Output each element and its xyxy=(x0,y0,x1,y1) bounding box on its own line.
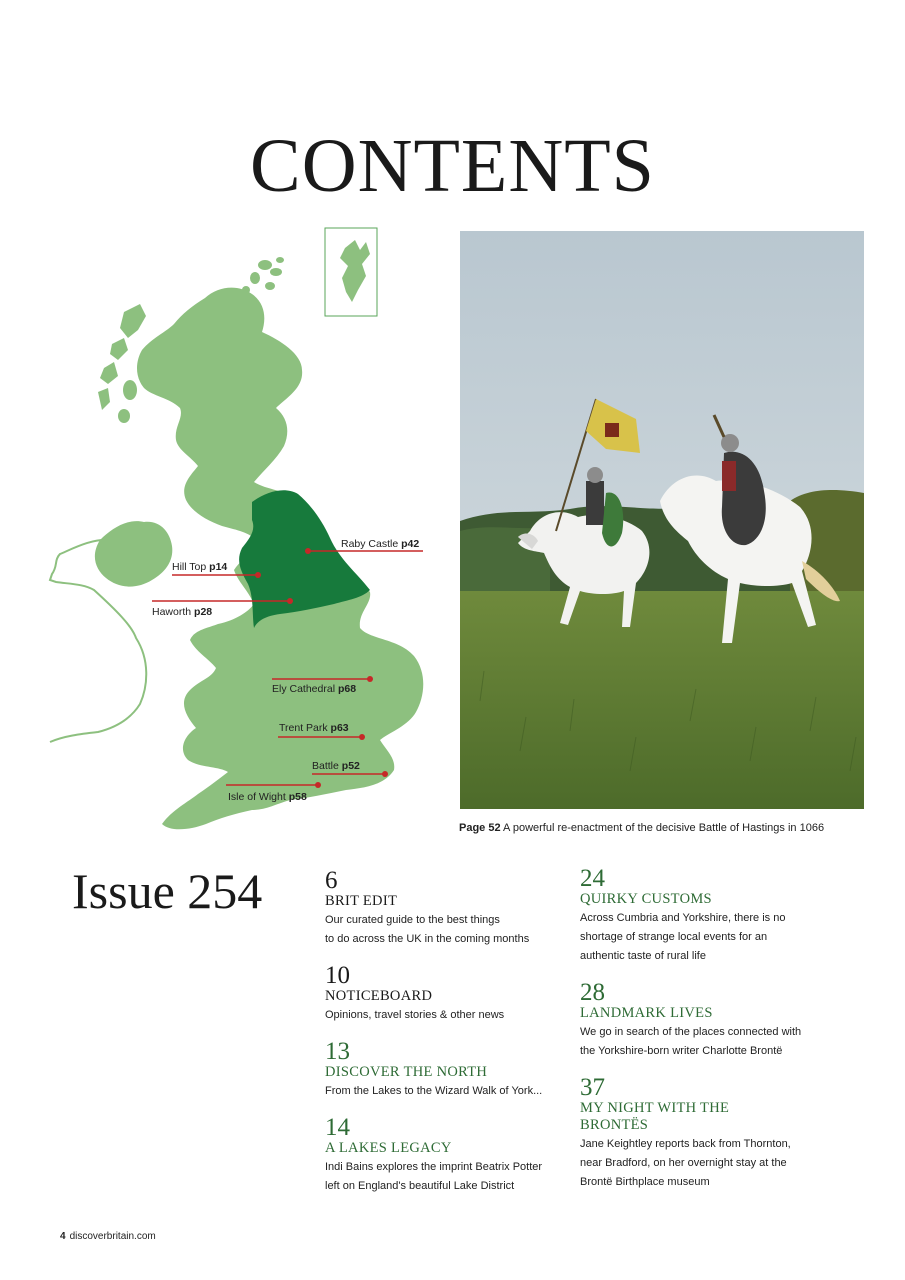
contents-entry-landmark-lives[interactable] xyxy=(580,980,820,1061)
entry-heading: BRIT EDIT xyxy=(325,893,398,909)
shetland-islands xyxy=(340,240,370,302)
entry-description-line: to do across the UK in the coming months xyxy=(325,933,530,945)
entry-page-number: 13 xyxy=(325,1038,350,1065)
footer-page-number: 4 xyxy=(60,1231,66,1242)
map-label-isle-of-wight: Isle of Wight p58 xyxy=(228,791,307,803)
contents-entry-brit-edit[interactable] xyxy=(325,868,565,949)
entry-heading: A LAKES LEGACY xyxy=(325,1140,452,1156)
entry-heading: NOTICEBOARD xyxy=(325,988,433,1004)
entry-description-line: authentic taste of rural life xyxy=(580,950,706,962)
contents-entry-a-lakes-legacy[interactable] xyxy=(325,1115,565,1196)
entry-description-line: Opinions, travel stories & other news xyxy=(325,1009,505,1021)
map-label-ely-cathedral: Ely Cathedral p68 xyxy=(272,683,357,695)
contents-entry-my-night-with-the-brontes[interactable] xyxy=(580,1075,820,1192)
photo-caption xyxy=(459,822,824,834)
photo-illustration xyxy=(460,231,864,809)
contents-column-left xyxy=(325,868,565,1210)
entry-description-line: We go in search of the places connected with xyxy=(580,1026,802,1038)
entry-page-number: 37 xyxy=(580,1074,605,1101)
orkney-islands xyxy=(242,257,284,294)
page-footer xyxy=(60,1231,156,1242)
contents-column-right xyxy=(580,866,820,1206)
northern-ireland xyxy=(95,521,172,586)
uk-map xyxy=(40,220,440,840)
ely-cathedral-dot xyxy=(367,676,373,682)
isle-of-wight-dot xyxy=(315,782,321,788)
entry-description-line: Indi Bains explores the imprint Beatrix Potter xyxy=(325,1161,543,1173)
entry-description-line: Across Cumbria and Yorkshire, there is no xyxy=(580,912,786,924)
raby-castle-dot xyxy=(305,548,311,554)
contents-entry-noticeboard[interactable] xyxy=(325,963,565,1025)
entry-page-number: 14 xyxy=(325,1114,350,1141)
entry-description-line: Jane Keightley reports back from Thornton, xyxy=(580,1138,791,1150)
map-label-raby-castle: Raby Castle p42 xyxy=(341,538,420,550)
footer-site: discoverbritain.com xyxy=(69,1231,156,1242)
hill-top-dot xyxy=(255,572,261,578)
entry-heading: LANDMARK LIVES xyxy=(580,1005,713,1021)
haworth-dot xyxy=(287,598,293,604)
entry-description-line: Brontë Birthplace museum xyxy=(580,1176,710,1188)
entry-heading: MY NIGHT WITH THE BRONTËS xyxy=(580,1100,730,1133)
entry-heading: QUIRKY CUSTOMS xyxy=(580,891,712,907)
entry-page-number: 10 xyxy=(325,962,350,989)
issue-number: Issue 254 xyxy=(72,863,263,919)
contents-entry-quirky-customs[interactable] xyxy=(580,866,820,966)
entry-description-line: near Bradford, on her overnight stay at the xyxy=(580,1157,787,1169)
page-title: CONTENTS xyxy=(250,124,655,208)
entry-page-number: 6 xyxy=(325,867,338,894)
caption-text: A powerful re-enactment of the decisive Battle of Hastings in 1066 xyxy=(503,822,825,834)
entry-description-line: Our curated guide to the best things xyxy=(325,914,500,926)
entry-page-number: 28 xyxy=(580,979,605,1006)
map-label-hill-top: Hill Top p14 xyxy=(172,561,228,573)
contents-entry-discover-the-north[interactable] xyxy=(325,1039,565,1101)
map-label-haworth: Haworth p28 xyxy=(152,606,213,618)
trent-park-dot xyxy=(359,734,365,740)
entry-page-number: 24 xyxy=(580,865,605,892)
caption-page-ref: Page 52 xyxy=(459,822,501,834)
battle-reenactment-photo xyxy=(460,231,864,809)
entry-description-line: shortage of strange local events for an xyxy=(580,931,768,943)
entry-description-line: left on England's beautiful Lake District xyxy=(325,1180,515,1192)
battle-dot xyxy=(382,771,388,777)
map-label-trent-park: Trent Park p63 xyxy=(279,722,349,734)
entry-description-line: From the Lakes to the Wizard Walk of York... xyxy=(325,1085,543,1097)
entry-heading: DISCOVER THE NORTH xyxy=(325,1064,488,1080)
entry-description-line: the Yorkshire-born writer Charlotte Brontë xyxy=(580,1045,783,1057)
uk-map-graphic xyxy=(40,220,440,840)
map-label-battle: Battle p52 xyxy=(312,760,360,772)
